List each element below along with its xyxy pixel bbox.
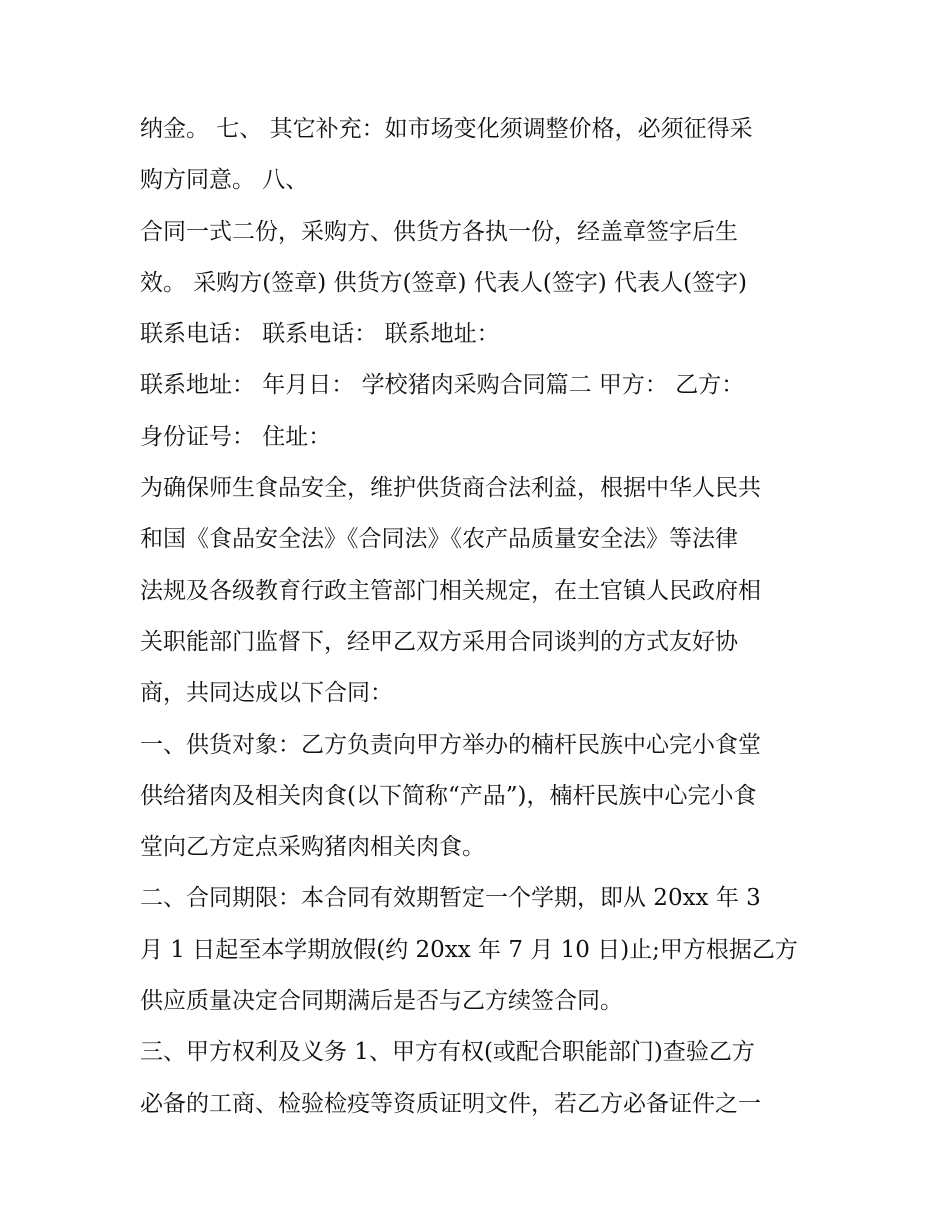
text-line: 合同一式二份，采购方、供货方各执一份，经盖章签字后生 [140,218,738,245]
text-line: 身份证号： 住址： [140,423,332,450]
text-line: 月 1 日起至本学期放假(约 20xx 年 7 月 10 日)止;甲方根据乙方 [140,936,798,963]
text-line: 法规及各级教育行政主管部门相关规定，在土官镇人民政府相 [140,577,761,604]
text-line: 关职能部门监督下，经甲乙双方采用合同谈判的方式友好协 [140,628,738,655]
text-line: 联系地址： 年月日： 学校猪肉采购合同篇二 甲方： 乙方： [140,372,745,399]
text-line: 联系电话： 联系电话： 联系地址： [140,321,500,348]
text-line: 堂向乙方定点采购猪肉相关肉食。 [140,834,485,861]
text-line: 供应质量决定合同期满后是否与乙方续签合同。 [140,988,623,1015]
text-line: 效。 采购方(签章) 供货方(签章) 代表人(签字) 代表人(签字) [140,269,748,296]
text-line: 为确保师生食品安全，维护供货商合法利益，根据中华人民共 [140,475,761,502]
text-line: 三、甲方权利及义务 1、甲方有权(或配合职能部门)查验乙方 [140,1039,755,1066]
text-line: 购方同意。 八、 [140,167,309,194]
text-line: 和国《食品安全法》《合同法》《农产品质量安全法》等法律 [140,526,738,553]
text-line: 纳金。 七、 其它补充：如市场变化须调整价格，必须征得采 [140,116,753,142]
text-line: 供给猪肉及相关肉食(以下简称“产品”)，楠杆民族中心完小食 [140,782,757,809]
text-line: 商，共同达成以下合同： [140,680,393,707]
document-body [140,104,820,1130]
text-line: 必备的工商、检验检疫等资质证明文件，若乙方必备证件之一 [140,1090,761,1117]
text-line: 一、供货对象：乙方负责向甲方举办的楠杆民族中心完小食堂 [140,731,761,758]
text-line: 二、合同期限：本合同有效期暂定一个学期，即从 20xx 年 3 [140,885,761,912]
